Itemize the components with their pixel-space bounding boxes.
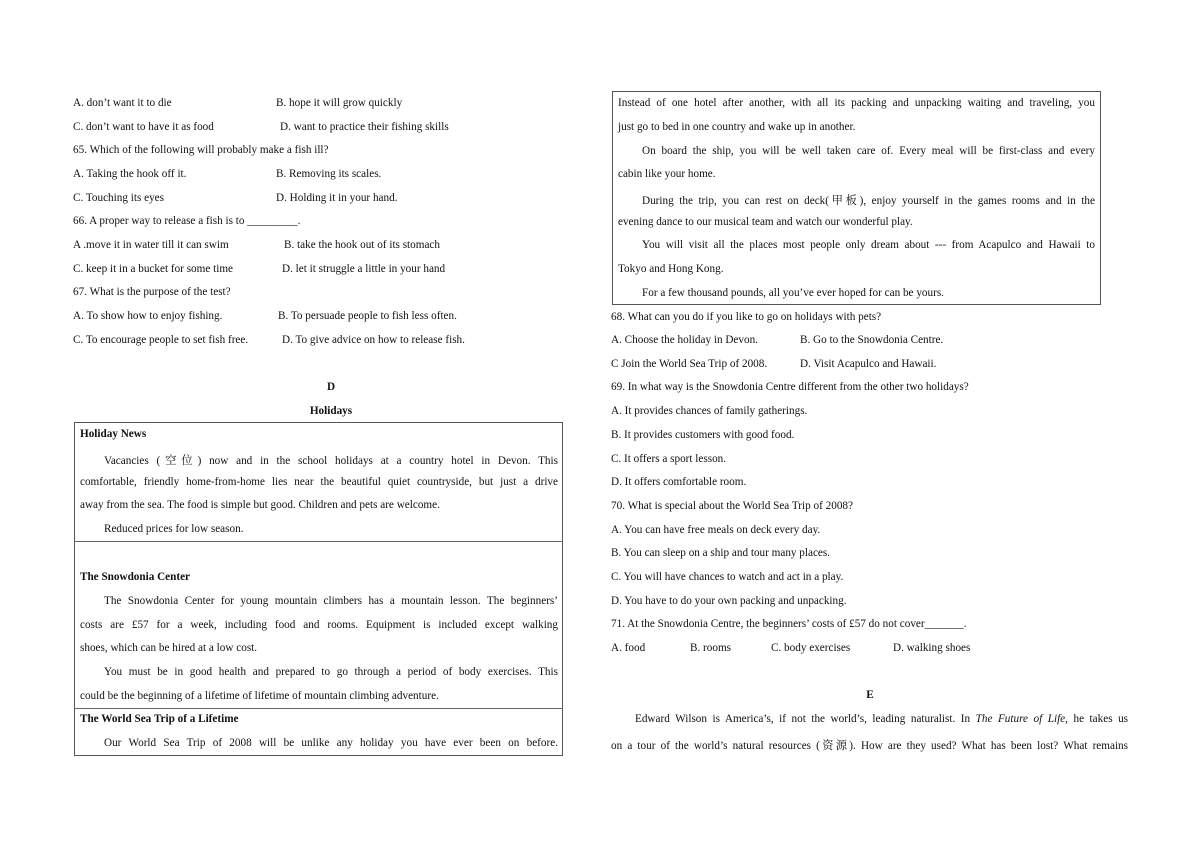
q71-stem: 71. At the Snowdonia Centre, the beginners’ costs of £57 do not cover_______. (611, 618, 967, 630)
q69-option-c: C. It offers a sport lesson. (611, 453, 727, 465)
holiday-news-line: away from the sea. The food is simple but good. Children and pets are welcome. (80, 499, 440, 511)
box-line: On board the ship, you will be well taken care of. Every meal will be first-class and every (642, 145, 1095, 157)
q64-option-a: A. don’t want it to die (73, 97, 172, 109)
q70-option-b: B. You can sleep on a ship and tour many places. (611, 547, 831, 559)
q65-option-d: D. Holding it in your hand. (276, 192, 398, 204)
q69-option-a: A. It provides chances of family gatherings. (611, 405, 808, 417)
q65-option-a: A. Taking the hook off it. (73, 168, 187, 180)
q68-option-d: D. Visit Acapulco and Hawaii. (800, 358, 937, 370)
q68-option-c: C Join the World Sea Trip of 2008. (611, 358, 768, 370)
q64-option-b: B. hope it will grow quickly (276, 97, 403, 109)
holiday-news-line: comfortable, friendly home-from-home lies near the beautiful quiet countryside, but just a drive (80, 476, 558, 488)
holiday-news-line: Reduced prices for low season. (104, 523, 244, 535)
q71-option-d: D. walking shoes (893, 642, 971, 654)
q66-option-a: A .move it in water till it can swim (73, 239, 229, 251)
book-title: The Future of Life (975, 713, 1066, 725)
q69-option-d: D. It offers comfortable room. (611, 476, 747, 488)
q66-option-b: B. take the hook out of its stomach (284, 239, 440, 251)
q70-stem: 70. What is special about the World Sea Trip of 2008? (611, 500, 853, 512)
q69-option-b: B. It provides customers with good food. (611, 429, 795, 441)
q67-option-c: C. To encourage people to set fish free. (73, 334, 249, 346)
q65-option-b: B. Removing its scales. (276, 168, 382, 180)
q71-option-b: B. rooms (690, 642, 732, 654)
section-e-line (635, 713, 1128, 725)
box-line: just go to bed in one country and wake up in another. (618, 121, 856, 133)
q67-stem: 67. What is the purpose of the test? (73, 286, 231, 298)
box-line: For a few thousand pounds, all you’ve ever hoped for can be yours. (642, 287, 944, 299)
holidays-table (74, 422, 563, 756)
box-line: cabin like your home. (618, 168, 716, 180)
snowdonia-heading: The Snowdonia Center (80, 571, 191, 583)
q71-option-a: A. food (611, 642, 646, 654)
world-sea-heading: The World Sea Trip of a Lifetime (80, 713, 239, 725)
q66-option-d: D. let it struggle a little in your hand (282, 263, 446, 275)
snowdonia-line: costs are £57 for a week, including food and rooms. Equipment is included except walking (80, 619, 558, 631)
box-line: You will visit all the places most people only dream about --- from Acapulco and Hawaii to (642, 239, 1095, 251)
q66-option-c: C. keep it in a bucket for some time (73, 263, 234, 275)
q68-option-a: A. Choose the holiday in Devon. (611, 334, 758, 346)
section-e-line: on a tour of the world’s natural resources (资源). How are they used? What has been lost? What remains (611, 740, 1128, 752)
box-line: Instead of one hotel after another, with all its packing and unpacking waiting and traveling, you (618, 97, 1095, 109)
q70-option-a: A. You can have free meals on deck every day. (611, 524, 821, 536)
section-e-letter: E (866, 689, 874, 701)
q64-option-d: D. want to practice their fishing skills (280, 121, 449, 133)
world-sea-line: Our World Sea Trip of 2008 will be unlike any holiday you have ever been on before. (104, 737, 558, 749)
table-divider (74, 708, 563, 709)
box-line: During the trip, you can rest on deck(甲板), enjoy yourself in the games rooms and in the (642, 195, 1095, 207)
q67-option-b: B. To persuade people to fish less often. (278, 310, 457, 322)
snowdonia-line: The Snowdonia Center for young mountain climbers has a mountain lesson. The beginners’ (104, 595, 558, 607)
q70-option-d: D. You have to do your own packing and unpacking. (611, 595, 847, 607)
q66-stem: 66. A proper way to release a fish is to _________. (73, 215, 301, 227)
q64-option-c: C. don’t want to have it as food (73, 121, 214, 133)
snowdonia-line: could be the beginning of a lifetime of lifetime of mountain climbing adventure. (80, 690, 439, 702)
q68-stem: 68. What can you do if you like to go on holidays with pets? (611, 311, 882, 323)
table-divider (74, 541, 563, 542)
q71-option-c: C. body exercises (771, 642, 851, 654)
snowdonia-line: You must be in good health and prepared to go through a period of body exercises. This (104, 666, 558, 678)
holiday-news-heading: Holiday News (80, 428, 147, 440)
q65-stem: 65. Which of the following will probably make a fish ill? (73, 144, 329, 156)
box-line: Tokyo and Hong Kong. (618, 263, 724, 275)
box-line: evening dance to our musical team and watch our wonderful play. (618, 216, 913, 228)
section-e-text: , he takes us (1065, 713, 1129, 725)
holiday-news-line: Vacancies (空位) now and in the school holidays at a country hotel in Devon. This (104, 455, 558, 467)
q67-option-d: D. To give advice on how to release fish. (282, 334, 465, 346)
q65-option-c: C. Touching its eyes (73, 192, 164, 204)
q70-option-c: C. You will have chances to watch and act in a play. (611, 571, 844, 583)
section-d-letter: D (326, 381, 336, 393)
snowdonia-line: shoes, which can be hired at a low cost. (80, 642, 258, 654)
section-e-text: Edward Wilson is America’s, if not the world’s, leading naturalist. In (635, 713, 976, 725)
section-d-title: Holidays (309, 405, 353, 417)
q68-option-b: B. Go to the Snowdonia Centre. (800, 334, 944, 346)
q67-option-a: A. To show how to enjoy fishing. (73, 310, 223, 322)
q69-stem: 69. In what way is the Snowdonia Centre different from the other two holidays? (611, 381, 969, 393)
